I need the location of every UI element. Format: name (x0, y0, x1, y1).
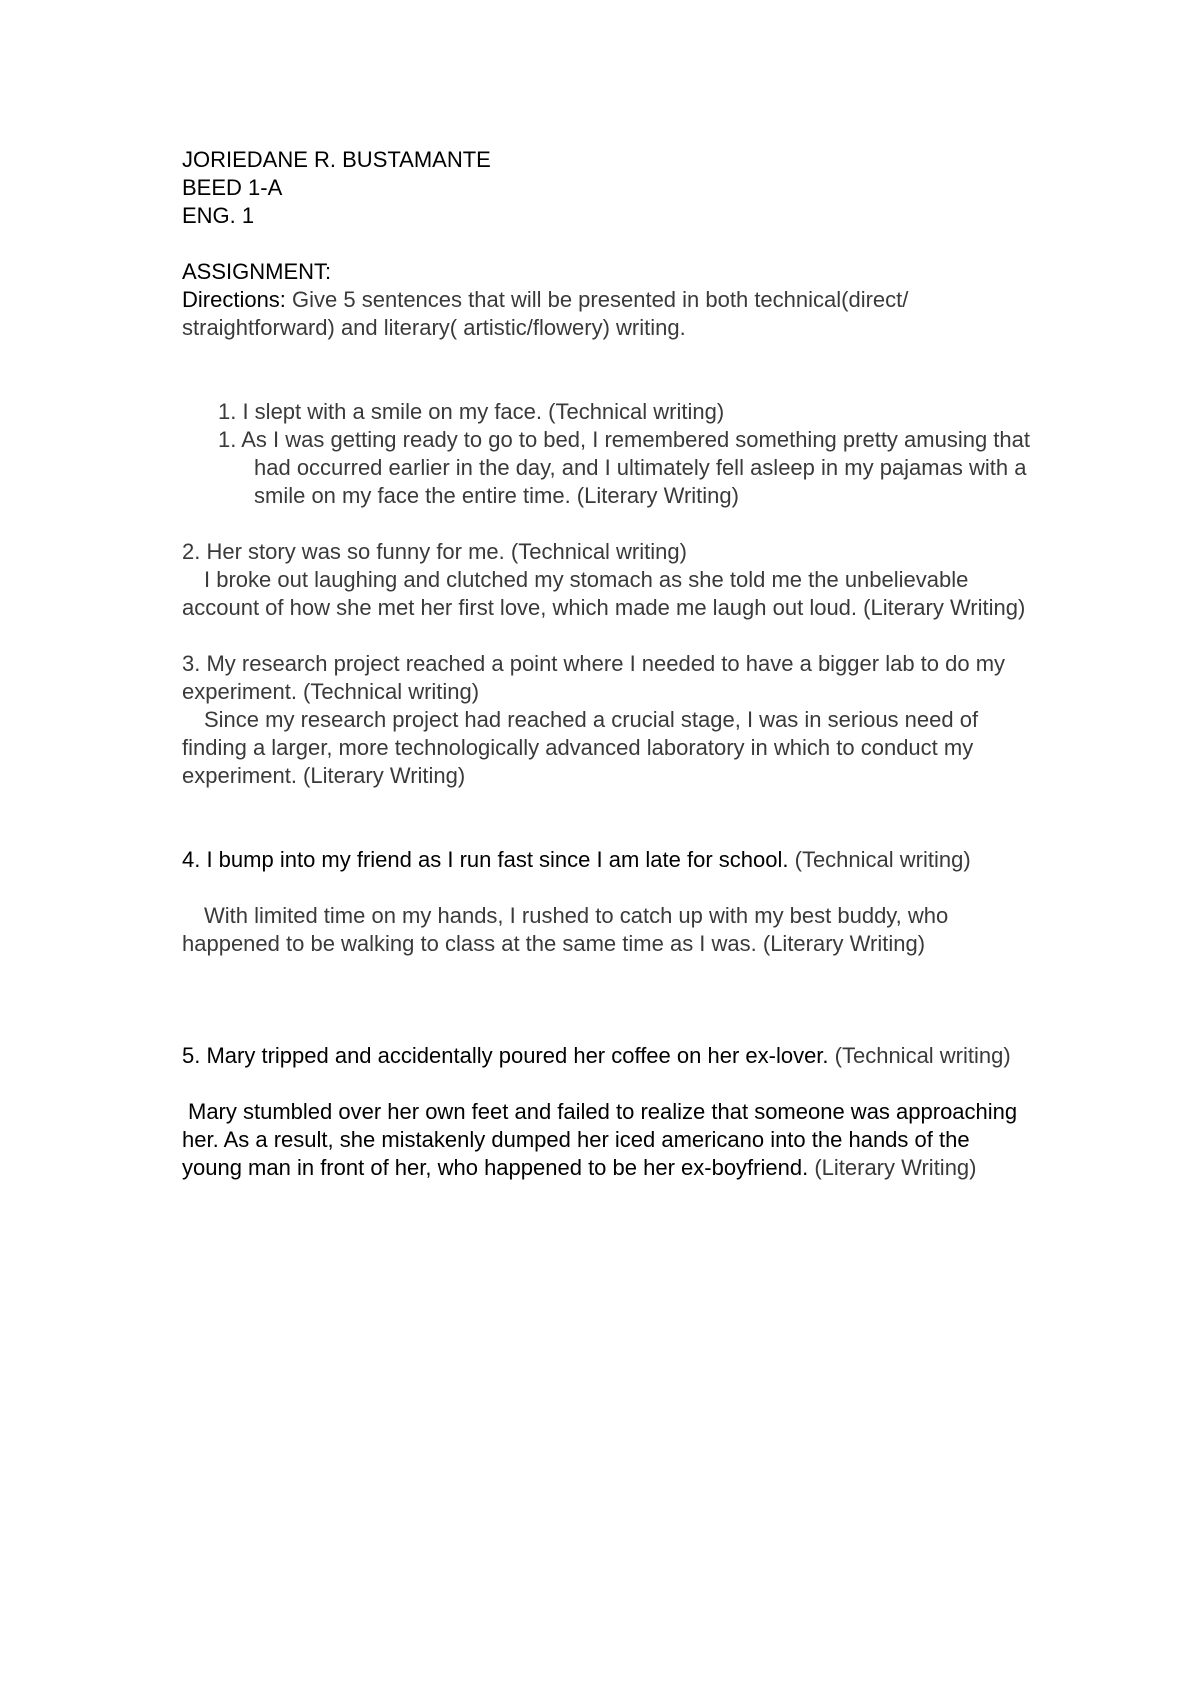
directions-paragraph (182, 286, 1032, 342)
item-2-literary: I broke out laughing and clutched my stomach as she told me the unbelievable account of how she met her first love, which made me laugh out loud. (Literary Writing) (182, 567, 1026, 620)
spacer (182, 958, 1032, 1042)
item-1-technical: 1. I slept with a smile on my face. (Technical writing) (218, 399, 725, 424)
item-3-literary: Since my research project had reached a crucial stage, I was in serious need of finding a larger, more technologically advanced laboratory in which to conduct my experiment. (Literary Writing) (182, 707, 979, 788)
item-5-technical-sentence: 5. Mary tripped and accidentally poured her coffee on her ex-lover. (182, 1043, 829, 1068)
item-4-literary: With limited time on my hands, I rushed to catch up with my best buddy, who happened to be walking to class at the same time as I was. (Literary Writing) (182, 903, 949, 956)
item-5 (182, 1042, 1032, 1182)
item-2-technical: 2. Her story was so funny for me. (Technical writing) (182, 539, 687, 564)
spacer (182, 342, 1032, 398)
spacer (182, 790, 1032, 846)
spacer (182, 874, 1032, 902)
item-4 (182, 846, 1032, 958)
item-4-technical-tag: (Technical writing) (788, 847, 971, 872)
item-5-literary (182, 1098, 1032, 1182)
spacer (182, 510, 1032, 538)
student-name: JORIEDANE R. BUSTAMANTE (182, 147, 491, 172)
item-1 (218, 398, 1032, 510)
course-code: ENG. 1 (182, 203, 255, 228)
item-4-technical-sentence: 4. I bump into my friend as I run fast since I am late for school. (182, 847, 789, 872)
item-5-literary-sentence: Mary stumbled over her own feet and failed to realize that someone was approaching her. As a result, she mistakenly dumped her iced americano into the hands of the young man in front of her, who happened to be her ex-boyfriend. (182, 1099, 1018, 1180)
item-5-technical-tag: (Technical writing) (828, 1043, 1011, 1068)
assignment-heading: ASSIGNMENT: (182, 259, 332, 284)
directions-label: Directions: (182, 287, 286, 312)
item-5-technical (182, 1042, 1032, 1070)
spacer (182, 1070, 1032, 1098)
item-4-technical (182, 846, 1032, 874)
directions-text: Give 5 sentences that will be presented in both technical(direct/ straightforward) and literary( artistic/flowery) writing. (182, 287, 909, 340)
item-5-literary-tag: (Literary Writing) (808, 1155, 977, 1180)
item-1-literary: 1. As I was getting ready to go to bed, I remembered something pretty amusing that had occurred earlier in the day, and I ultimately fell asleep in my pajamas with a smile on my face the entire time. (Literary Writing) (218, 427, 1031, 508)
item-3-technical: 3. My research project reached a point where I needed to have a bigger lab to do my experiment. (Technical writing) (182, 651, 1006, 704)
item-2 (182, 538, 1032, 622)
spacer (182, 622, 1032, 650)
student-section: BEED 1-A (182, 175, 283, 200)
spacer (182, 230, 1032, 258)
item-3 (182, 650, 1032, 790)
document-body (182, 146, 1032, 1182)
